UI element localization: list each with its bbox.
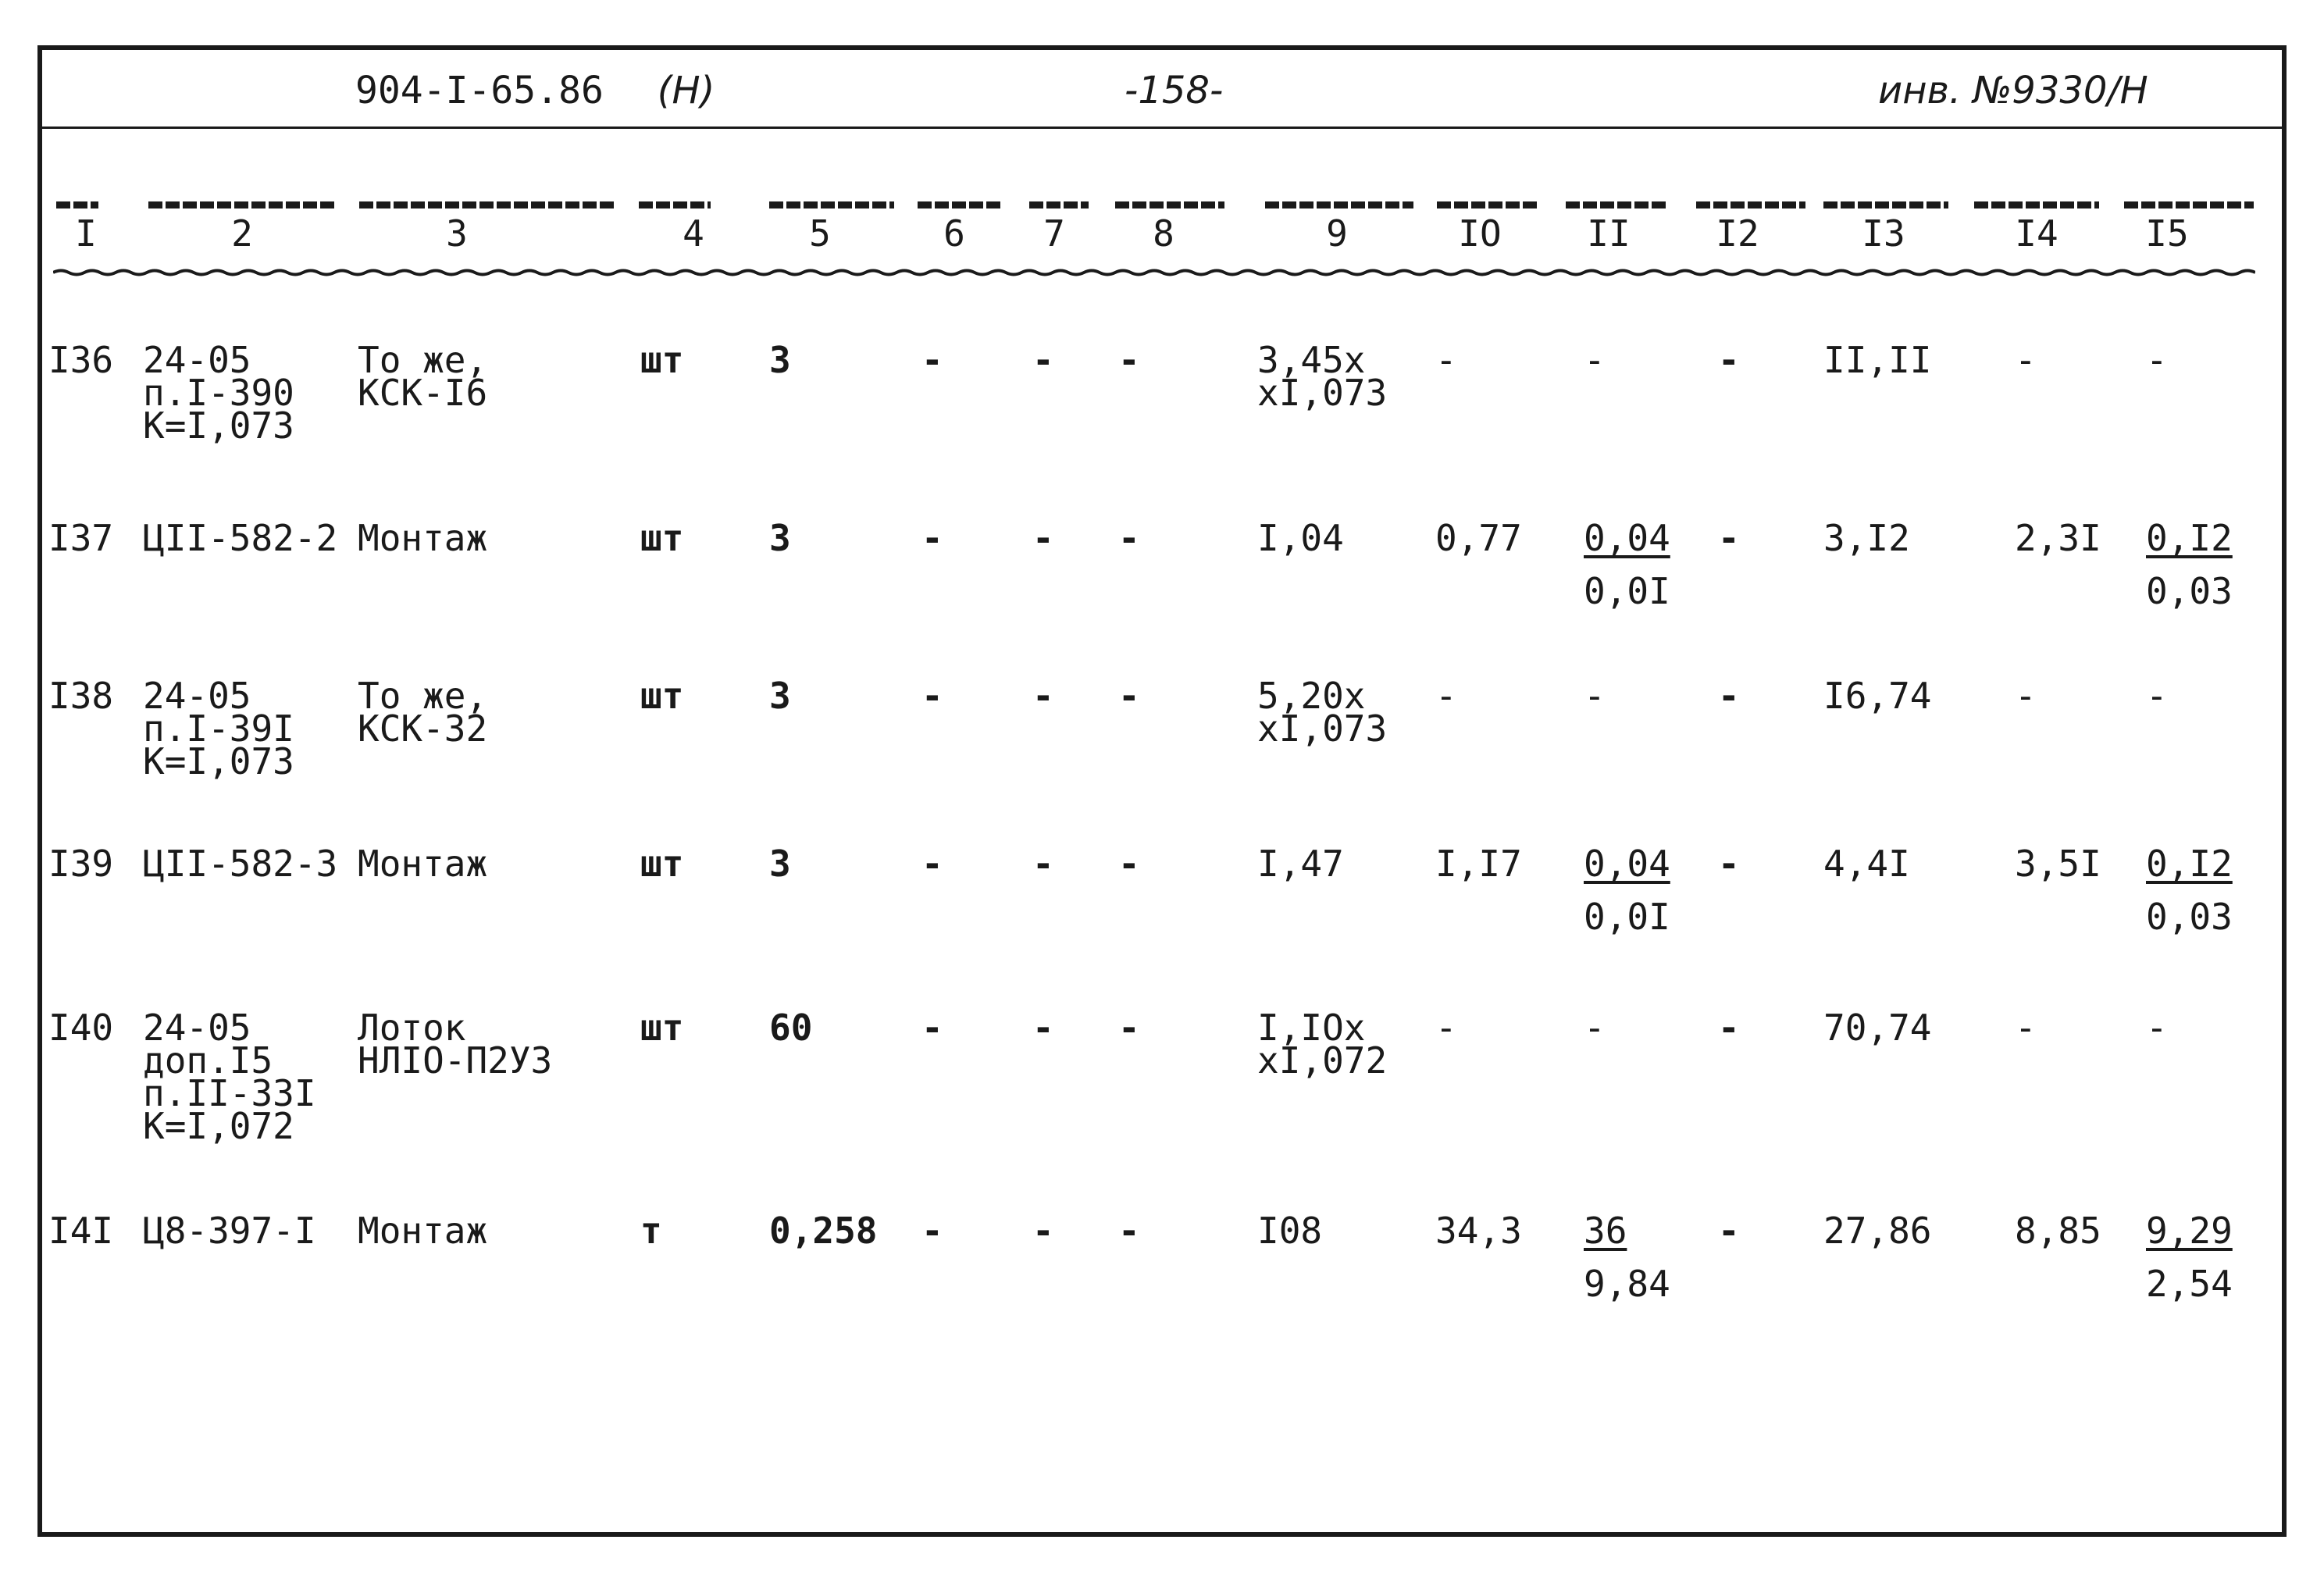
column-number: I: [75, 212, 97, 255]
fraction-numerator: -: [1584, 675, 1606, 717]
cell-c6: -: [921, 339, 943, 381]
cell-num: I36: [48, 339, 114, 381]
cell-c7: -: [1032, 517, 1054, 559]
cell-num: I40: [48, 1007, 114, 1049]
inventory-number: инв. №9330/Н: [1878, 69, 2148, 112]
cell-c11-fraction: [1584, 339, 1606, 381]
column-number: 9: [1326, 212, 1348, 255]
fraction-numerator: 0,I2: [2146, 517, 2233, 559]
column-number: I5: [2145, 212, 2189, 255]
cell-code: ЦII-582-2: [143, 517, 338, 559]
cell-c8: -: [1118, 517, 1140, 559]
cell-c11-fraction: [1584, 517, 1670, 612]
fraction-numerator: -: [1584, 339, 1606, 381]
column-dash-rule: [1115, 201, 1224, 208]
cell-c7: -: [1032, 339, 1054, 381]
column-number: 8: [1153, 212, 1174, 255]
cell-c12: -: [1718, 339, 1740, 381]
cell-c9: 5,20х хI,073: [1257, 675, 1388, 750]
fraction-denominator: 0,03: [2146, 570, 2233, 612]
fraction-numerator: 0,I2: [2146, 843, 2233, 885]
document-code-value: 904-I-65.86: [355, 69, 604, 112]
header-wavy-rule: [53, 269, 2255, 276]
cell-c8: -: [1118, 1210, 1140, 1252]
cell-c14: 3,5I: [2015, 843, 2101, 885]
fraction-numerator: -: [2146, 339, 2168, 381]
cell-c13: 70,74: [1823, 1007, 1932, 1049]
cell-num: I38: [48, 675, 114, 717]
cell-qty: 3: [769, 843, 791, 885]
cell-c15-fraction: [2146, 675, 2168, 717]
cell-c12: -: [1718, 843, 1740, 885]
cell-c10: -: [1435, 675, 1457, 717]
fraction-denominator: 2,54: [2146, 1263, 2233, 1305]
cell-unit: шт: [640, 339, 684, 381]
cell-name: Монтаж: [358, 1210, 488, 1252]
column-number: 3: [446, 212, 468, 255]
cell-c6: -: [921, 675, 943, 717]
cell-c10: I,I7: [1435, 843, 1522, 885]
column-number: 7: [1043, 212, 1065, 255]
cell-qty: 3: [769, 517, 791, 559]
cell-c15-fraction: [2146, 1210, 2233, 1305]
cell-c6: -: [921, 517, 943, 559]
cell-c7: -: [1032, 675, 1054, 717]
cell-c13: 27,86: [1823, 1210, 1932, 1252]
cell-c7: -: [1032, 1007, 1054, 1049]
cell-c9: I,IOх хI,072: [1257, 1007, 1388, 1082]
cell-c13: I6,74: [1823, 675, 1932, 717]
cell-c7: -: [1032, 1210, 1054, 1252]
cell-num: I4I: [48, 1210, 114, 1252]
cell-qty: 60: [769, 1007, 813, 1049]
column-dash-rule: [1566, 201, 1667, 208]
cell-c7: -: [1032, 843, 1054, 885]
cell-c6: -: [921, 843, 943, 885]
cell-c6: -: [921, 1210, 943, 1252]
cell-code: 24-05 п.I-390 К=I,073: [143, 339, 294, 447]
cell-c14: -: [2015, 339, 2037, 381]
cell-c9: I,04: [1257, 517, 1344, 559]
column-number: IO: [1458, 212, 1502, 255]
column-number: 4: [683, 212, 704, 255]
column-dash-rule: [1696, 201, 1805, 208]
cell-c14: -: [2015, 1007, 2037, 1049]
column-dash-rule: [148, 201, 336, 208]
cell-name: Лоток НЛIO-П2УЗ: [358, 1007, 553, 1082]
cell-name: То же, КСК-32: [358, 675, 488, 750]
cell-c13: 4,4I: [1823, 843, 1910, 885]
fraction-numerator: -: [1584, 1007, 1606, 1049]
cell-num: I39: [48, 843, 114, 885]
cell-code: 24-05 доп.I5 п.II-33I К=I,072: [143, 1007, 316, 1147]
cell-c8: -: [1118, 675, 1140, 717]
cell-c12: -: [1718, 1007, 1740, 1049]
column-dash-rule: [359, 201, 617, 208]
column-dash-rule: [1029, 201, 1089, 208]
cell-unit: шт: [640, 843, 684, 885]
page-number: -158-: [1125, 69, 1224, 112]
column-dash-rule: [1265, 201, 1413, 208]
column-number: 6: [943, 212, 965, 255]
cell-name: Монтаж: [358, 517, 488, 559]
column-number: I4: [2015, 212, 2058, 255]
cell-c10: -: [1435, 339, 1457, 381]
cell-unit: шт: [640, 675, 684, 717]
cell-c9: I08: [1257, 1210, 1323, 1252]
cell-unit: шт: [640, 517, 684, 559]
column-dash-rule: [2124, 201, 2254, 208]
cell-name: Монтаж: [358, 843, 488, 885]
fraction-numerator: 0,04: [1584, 517, 1670, 559]
fraction-numerator: 9,29: [2146, 1210, 2233, 1252]
column-dash-rule: [639, 201, 711, 208]
cell-c6: -: [921, 1007, 943, 1049]
column-number: I2: [1716, 212, 1759, 255]
cell-unit: шт: [640, 1007, 684, 1049]
fraction-denominator: 0,0I: [1584, 896, 1670, 938]
column-dash-rule: [918, 201, 1002, 208]
cell-qty: 3: [769, 339, 791, 381]
document-code: [355, 69, 715, 112]
cell-c8: -: [1118, 843, 1140, 885]
fraction-denominator: 0,03: [2146, 896, 2233, 938]
cell-c11-fraction: [1584, 675, 1606, 717]
column-dash-rule: [769, 201, 894, 208]
fraction-denominator: 0,0I: [1584, 570, 1670, 612]
cell-c15-fraction: [2146, 339, 2168, 381]
column-number: 2: [231, 212, 253, 255]
cell-c9: 3,45х хI,073: [1257, 339, 1388, 414]
cell-c12: -: [1718, 675, 1740, 717]
cell-code: Ц8-397-I: [143, 1210, 316, 1252]
column-dash-rule: [1974, 201, 2099, 208]
column-dash-rule: [1437, 201, 1538, 208]
cell-c13: 3,I2: [1823, 517, 1910, 559]
cell-c11-fraction: [1584, 1210, 1670, 1305]
cell-c11-fraction: [1584, 843, 1670, 938]
cell-c12: -: [1718, 517, 1740, 559]
cell-c14: 8,85: [2015, 1210, 2101, 1252]
cell-c13: II,II: [1823, 339, 1932, 381]
cell-name: То же, КСК-I6: [358, 339, 488, 414]
cell-num: I37: [48, 517, 114, 559]
column-number: I3: [1862, 212, 1905, 255]
header-divider: [37, 127, 2287, 129]
document-code-mark: (Н): [657, 69, 715, 112]
cell-c8: -: [1118, 1007, 1140, 1049]
column-dash-rule: [1823, 201, 1948, 208]
cell-c11-fraction: [1584, 1007, 1606, 1049]
cell-c9: I,47: [1257, 843, 1344, 885]
cell-c15-fraction: [2146, 1007, 2168, 1049]
cell-c10: -: [1435, 1007, 1457, 1049]
cell-unit: т: [640, 1210, 662, 1252]
cell-c15-fraction: [2146, 843, 2233, 938]
fraction-numerator: -: [2146, 1007, 2168, 1049]
cell-c14: 2,3I: [2015, 517, 2101, 559]
column-dash-rule: [56, 201, 98, 208]
cell-c10: 0,77: [1435, 517, 1522, 559]
cell-c15-fraction: [2146, 517, 2233, 612]
column-number: II: [1587, 212, 1631, 255]
cell-qty: 0,258: [769, 1210, 878, 1252]
cell-c8: -: [1118, 339, 1140, 381]
cell-c10: 34,3: [1435, 1210, 1522, 1252]
cell-qty: 3: [769, 675, 791, 717]
fraction-denominator: 9,84: [1584, 1263, 1670, 1305]
fraction-numerator: 0,04: [1584, 843, 1670, 885]
column-number: 5: [809, 212, 831, 255]
fraction-numerator: 36: [1584, 1210, 1627, 1252]
cell-code: ЦII-582-3: [143, 843, 338, 885]
cell-c14: -: [2015, 675, 2037, 717]
cell-c12: -: [1718, 1210, 1740, 1252]
fraction-numerator: -: [2146, 675, 2168, 717]
cell-code: 24-05 п.I-39I К=I,073: [143, 675, 294, 782]
